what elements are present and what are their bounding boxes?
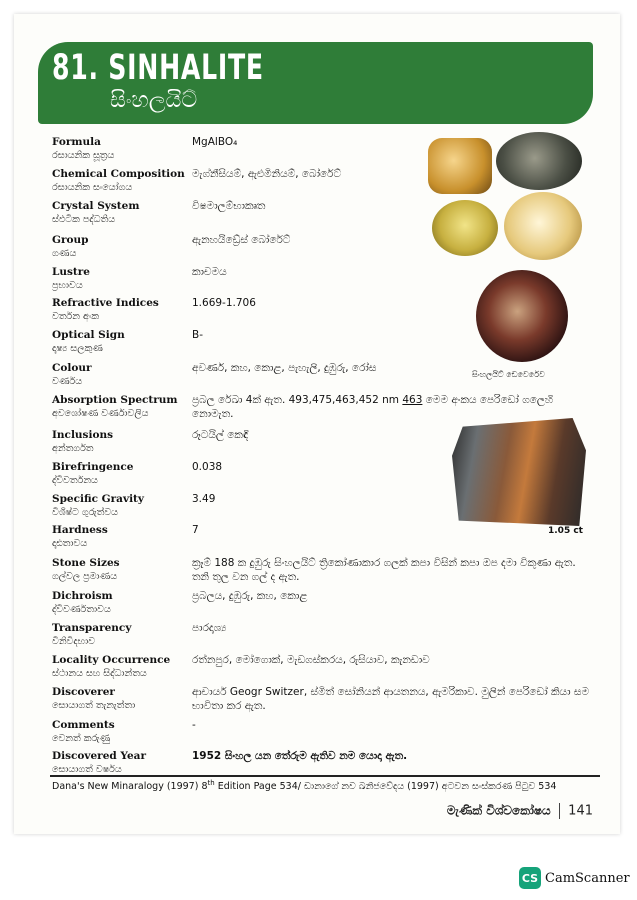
book-title: මැණික් විශ්වකෝෂය — [446, 803, 551, 818]
value: ආචාර්ය Geogr Switzer, ස්මිත් සෝනියන් ආයතනය, ඇමරිකාව. මුලින් පෙරිඩෝ කියා සම භාවිතා කර ඇත. — [192, 686, 589, 712]
page-title: 81. SINHALITE — [52, 48, 264, 88]
label-en: Discovered Year — [52, 750, 146, 762]
label-si: රසායනික සූත්‍රය — [52, 150, 115, 161]
page-subtitle: සිංහලයිට් — [110, 88, 198, 113]
gem-photo-cushion-yellow — [428, 138, 492, 194]
label-si: ස්ඵටික පද්ධතිය — [52, 214, 116, 225]
label-si: වර්ණය — [52, 376, 83, 387]
label-si: සොයාගත් වර්ෂය — [52, 764, 122, 775]
value — [192, 393, 592, 421]
rough-crystal-photo — [452, 418, 586, 526]
camscanner-watermark — [519, 867, 630, 889]
label-si: ද්විවර්ණතාවය — [52, 604, 111, 615]
label-si: දෘඪතාවය — [52, 538, 88, 549]
value: කාචමය — [192, 266, 227, 278]
value: පාරදෘශ්‍ය — [192, 622, 227, 634]
gem-photo-oval-yellow — [432, 200, 498, 256]
label-si: රසායනික සංයෝගය — [52, 182, 133, 193]
value: 1.669-1.706 — [192, 297, 256, 309]
reference-sup: th — [207, 779, 215, 787]
label-si: දෘෂ්‍ය සලකුණ — [52, 343, 103, 354]
label-si: ද්විවර්තනය — [52, 475, 98, 486]
value: රූටයිල් කෙඳි — [192, 429, 249, 441]
label-en: Hardness — [52, 524, 108, 536]
value: 1952 සිංහල යන තේරුම ඇතිව නම යොදා ඇත. — [192, 750, 408, 762]
crystal-weight-caption: 1.05 ct — [548, 526, 583, 536]
value: 3.49 — [192, 493, 216, 505]
title-banner — [38, 42, 593, 124]
cats-eye-caption: සිංහලයිට් ඩෙවෙරේව — [472, 370, 545, 379]
reference-note — [52, 779, 556, 792]
reference-text: Dana's New Minaralogy (1997) 8 — [52, 781, 208, 793]
label-en: Comments — [52, 719, 115, 731]
value: ප්‍රබලය, දුඹුරු, කහ, කොළ — [192, 590, 308, 602]
value-part: මෙම අංකය පෙරිඩෝ ගලෙහි නොමැත. — [192, 394, 554, 420]
label-si: ගණය — [52, 248, 77, 259]
label-si: වෙනත් කරුණු — [52, 733, 111, 744]
label-en: Transparency — [52, 622, 132, 634]
label-en: Inclusions — [52, 429, 114, 441]
gem-photo-oval-dark-green — [496, 132, 582, 190]
label-en: Crystal System — [52, 200, 140, 212]
reference-text-rest: Edition Page 534/ ඩානාගේ නව ඛනිජවේදය (1997) අටවන සංස්කරණ පිටුව 534 — [214, 781, 557, 793]
label-en: Locality Occurrence — [52, 654, 171, 666]
value: - — [192, 719, 196, 731]
label-en: Specific Gravity — [52, 493, 145, 505]
label-si: ප්‍රභාවය — [52, 280, 83, 291]
label-si: ගල්වල ප්‍රමාණය — [52, 571, 118, 582]
label-en: Formula — [52, 136, 101, 148]
value: විෂමාලම්භාකෘත — [192, 200, 266, 212]
label-en: Group — [52, 234, 89, 246]
label-en: Colour — [52, 362, 92, 374]
label-si: අවශෝෂණ වර්ණාවලිය — [52, 408, 149, 419]
page-number: 141 — [568, 803, 593, 819]
label-si: විනිවිදභාව — [52, 636, 96, 647]
value: 0.038 — [192, 461, 223, 473]
gem-photo-oval-pale-yellow — [504, 192, 582, 260]
label-en: Optical Sign — [52, 329, 125, 341]
value: B- — [192, 329, 203, 341]
label-si: විශිෂ්ට ගුරුත්වය — [52, 507, 119, 518]
label-en: Dichroism — [52, 590, 113, 602]
value: ක්‍රෑම් 188 ක දුඹුරු සිංහලයිට් ත්‍රිකෝණාකාර ගලක් කපා විසින් කපා ඔප දමා විකුණා ඇත. තනි තුල වන ගල් ද ඇත. — [192, 557, 576, 583]
value: මැග්නීසියම්, ඇළුමිනියම්, බෝරේට් — [192, 168, 342, 180]
value: MgAlBO₄ — [192, 136, 238, 148]
label-en: Chemical Composition — [52, 168, 185, 180]
label-en: Refractive Indices — [52, 297, 159, 309]
label-en: Discoverer — [52, 686, 115, 698]
value-part: ප්‍රබල රේඛා 4ක් ඇත. 493,475,463,452 nm — [192, 394, 403, 406]
value: රත්නපුර, මෝගොක්, මැඩගස්කරය, රුසියාව, කැනඩාව — [192, 654, 430, 666]
label-en: Absorption Spectrum — [52, 394, 178, 406]
value: ඇනහයිඩ්‍රේස් බෝරේට් — [192, 234, 291, 246]
cats-eye-photo — [476, 270, 568, 362]
label-si: අන්තර්ගත — [52, 443, 94, 454]
label-si: සොයාගත් තැනැත්තා — [52, 700, 136, 711]
label-si: ස්ථානය සහ සිද්ධාන්තය — [52, 668, 147, 679]
label-si: වර්තන අංක — [52, 311, 99, 322]
label-en: Lustre — [52, 266, 90, 278]
label-en: Stone Sizes — [52, 557, 120, 569]
value: 7 — [192, 524, 199, 536]
page-footer — [447, 803, 593, 819]
footer-separator — [559, 803, 561, 819]
reference-divider — [50, 775, 600, 777]
value: අවර්ණ, කහ, කොළ, පැහැලි, දුඹුරු, රෝස — [192, 362, 377, 374]
value-underlined: 463 — [402, 394, 423, 406]
camscanner-logo-icon: CS — [519, 867, 541, 889]
label-en: Birefringence — [52, 461, 134, 473]
camscanner-text: CamScanner — [545, 870, 630, 886]
